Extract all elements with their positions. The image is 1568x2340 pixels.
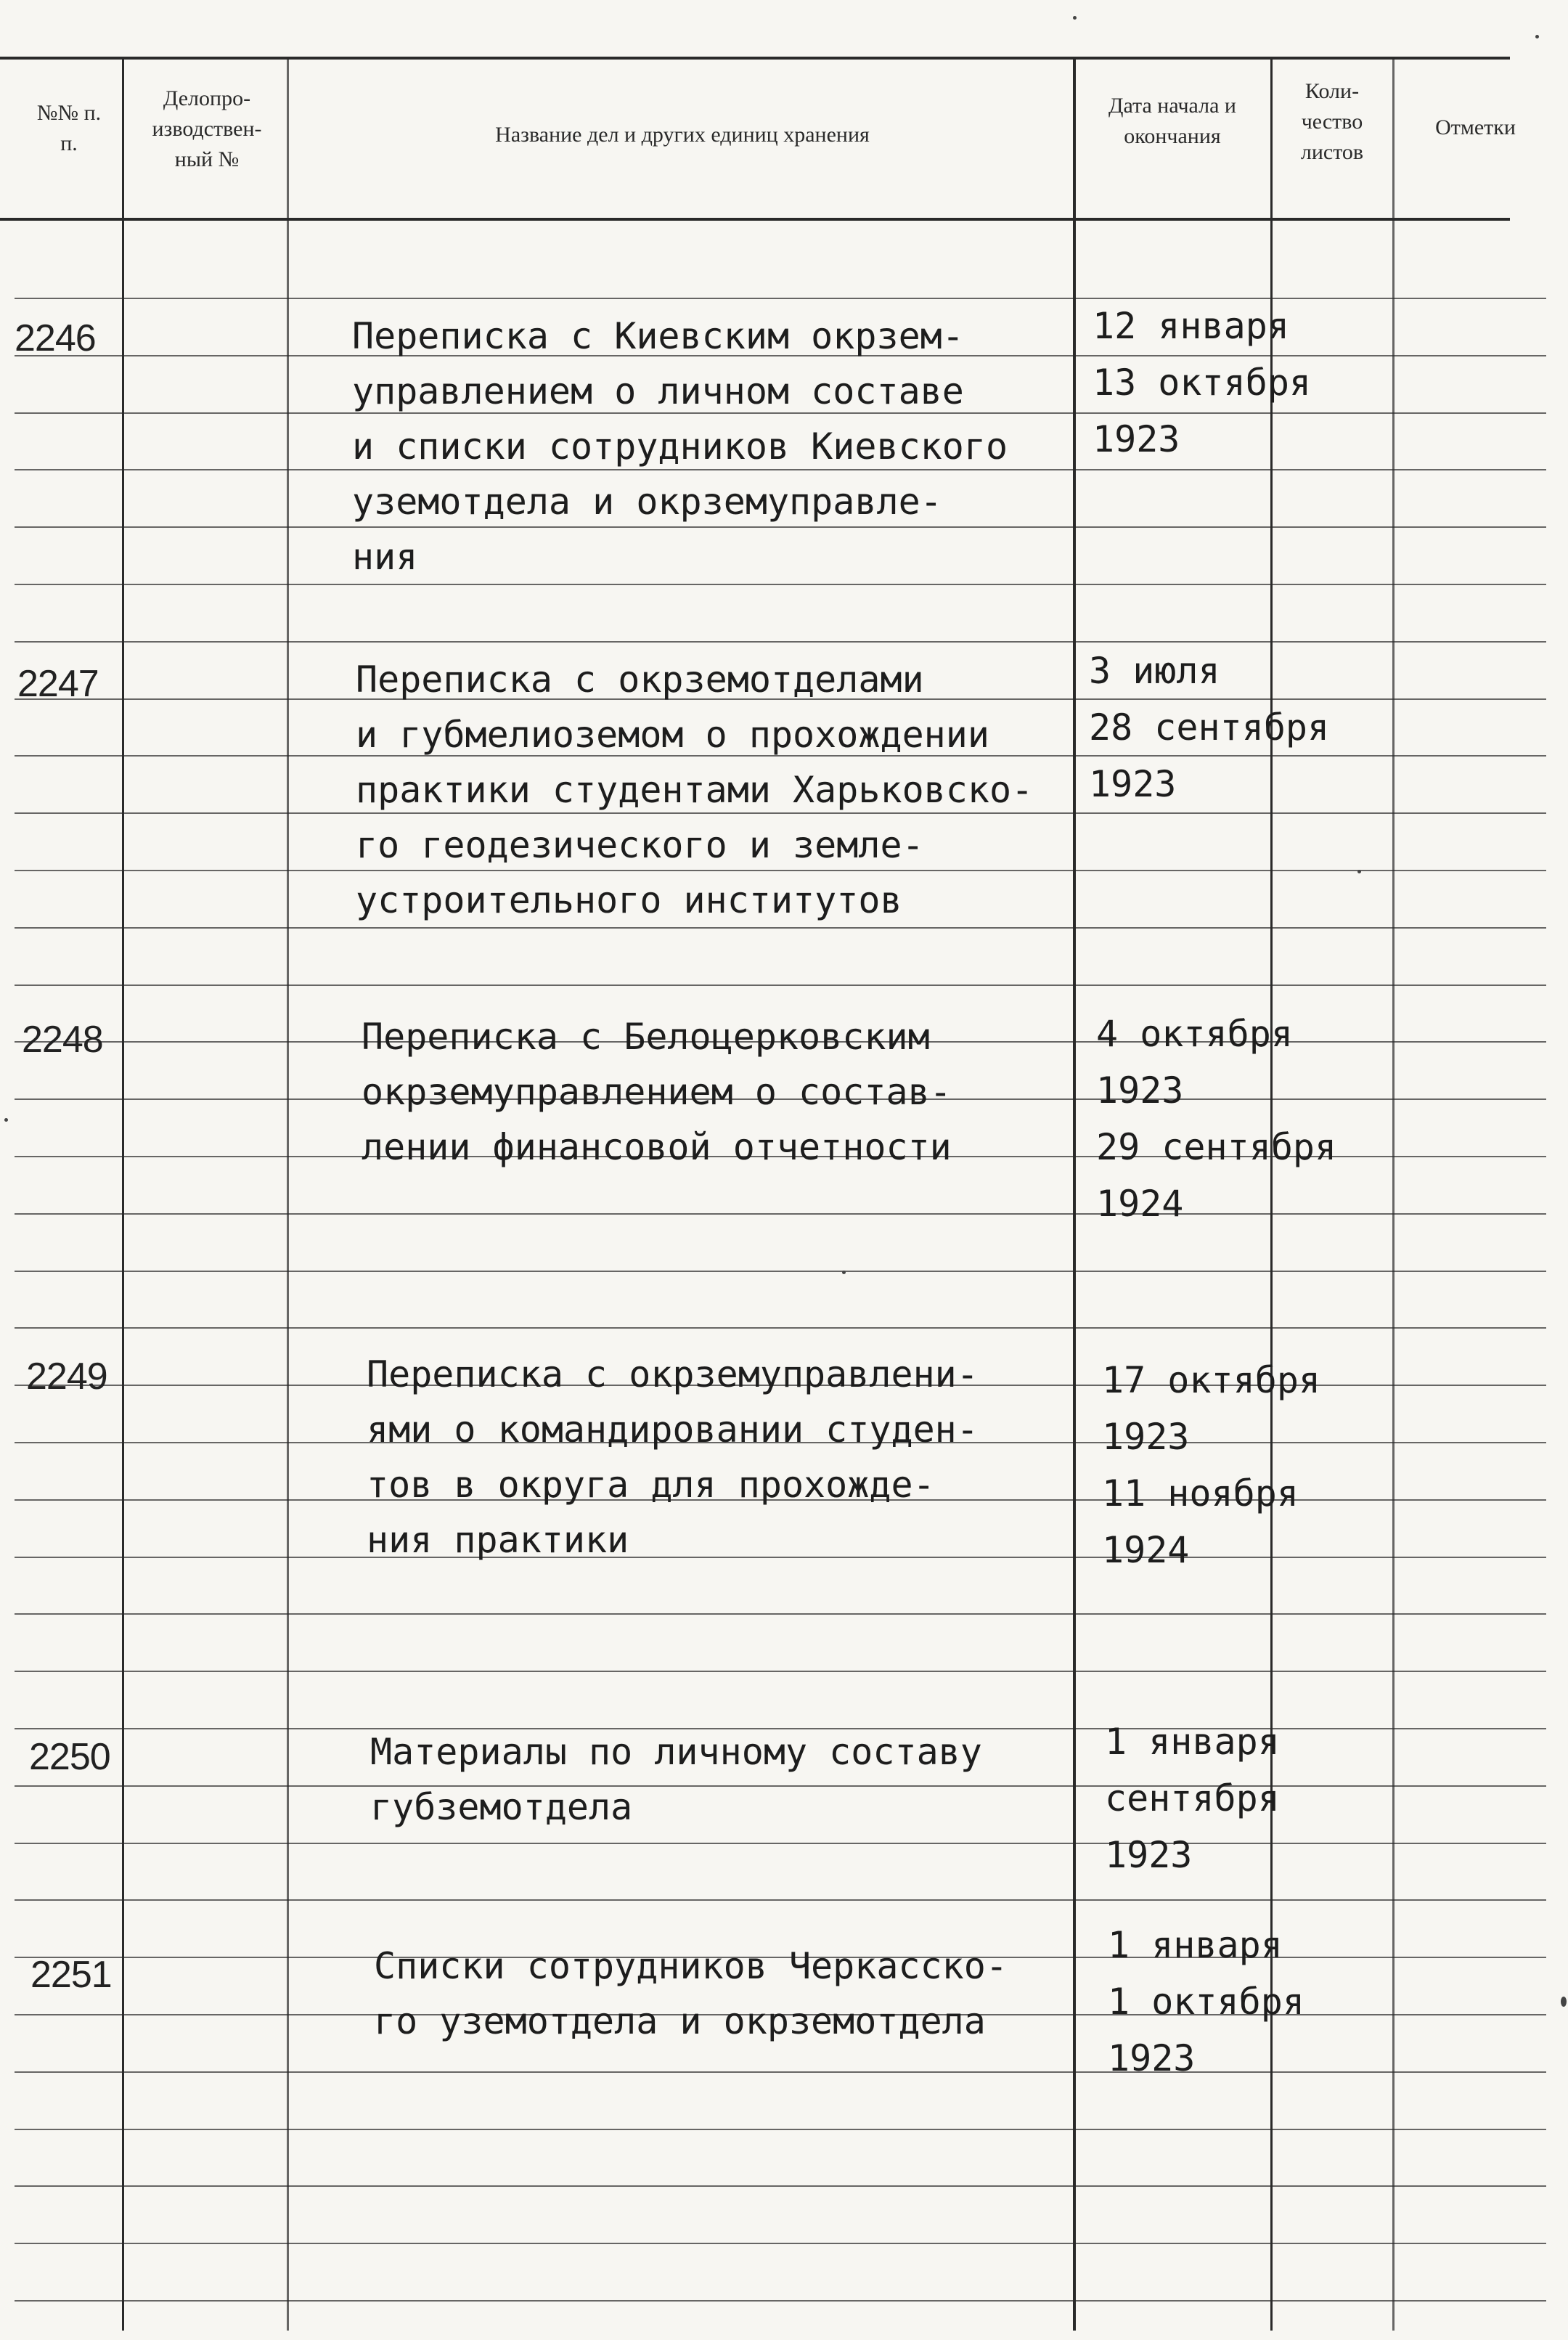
ruled-line: [15, 2071, 1546, 2073]
ruled-line: [15, 1899, 1546, 1901]
header-col-notes: Отметки: [1435, 115, 1516, 139]
row-number: 2250: [29, 1736, 110, 1778]
ruled-line: [15, 984, 1546, 986]
file-title: Материалы по личному составу губземотдела: [370, 1731, 982, 1828]
header-bottom-rule: [0, 218, 1510, 221]
file-dates: 17 октября 1923 11 ноября 1924: [1102, 1359, 1321, 1571]
col-rule-5: [1392, 58, 1395, 2331]
scan-speck: [4, 1118, 8, 1122]
ruled-line: [15, 1843, 1546, 1844]
row-number: 2251: [30, 1954, 112, 1996]
col-rule-3: [1073, 58, 1076, 2331]
header-col-sheets: Коли- чество листов: [1300, 79, 1364, 164]
row-number: 2246: [15, 317, 96, 359]
scan-speck: [1561, 1997, 1567, 2007]
ruled-line: [15, 2243, 1546, 2244]
col-rule-1: [122, 58, 124, 2331]
scan-speck: [842, 1271, 846, 1274]
ruled-line: [15, 1613, 1546, 1615]
ruled-line: [15, 2129, 1546, 2130]
header-col-title: Название дел и других единиц хранения: [495, 123, 870, 147]
file-title: Переписка с окрземотделами и губмелиоземом о прохождении практики студентами Харьковско- го геодезического и земле- устроительного институтов: [356, 659, 1034, 921]
ruled-line: [15, 1671, 1546, 1672]
file-title: Списки сотрудников Черкасско- го уземотдела и окрземотдела: [374, 1945, 1008, 2042]
file-dates: 1 января 1 октября 1923: [1108, 1924, 1304, 2079]
file-title: Переписка с окрземуправлени- ями о командировании студен- тов в округа для прохожде- ния практики: [367, 1353, 979, 1561]
file-dates: 3 июля 28 сентября 1923: [1089, 650, 1330, 805]
ruled-line: [15, 298, 1546, 299]
row-number: 2247: [17, 663, 99, 705]
header-col-office-no: Делопро- изводствен- ный №: [152, 86, 262, 171]
scan-speck: [1073, 16, 1077, 20]
scan-speck: [1535, 35, 1539, 38]
scan-speck: [1357, 870, 1361, 873]
ruled-line: [15, 1327, 1546, 1329]
row-number: 2248: [22, 1019, 103, 1061]
header-col-dates: Дата начала и окончания: [1108, 94, 1236, 148]
file-title: Переписка с Белоцерковским окрземуправлением о состав- лении финансовой отчетности: [362, 1016, 952, 1168]
file-dates: 4 октября 1923 29 сентября 1924: [1096, 1013, 1337, 1225]
file-dates: 1 января сентября 1923: [1105, 1721, 1280, 1876]
ruled-line: [15, 2185, 1546, 2187]
col-rule-2: [287, 58, 289, 2331]
ruled-line: [15, 1271, 1546, 1272]
file-title: Переписка с Киевским окрзем- управлением о личном составе и списки сотрудников Киевского уземотдела и окрземуправле- ния: [352, 315, 1008, 578]
row-number: 2249: [26, 1356, 107, 1398]
file-dates: 12 января 13 октября 1923: [1093, 305, 1312, 460]
header-col-no: №№ п. п.: [36, 101, 102, 155]
ruled-line: [15, 2300, 1546, 2302]
top-rule: [0, 57, 1510, 60]
